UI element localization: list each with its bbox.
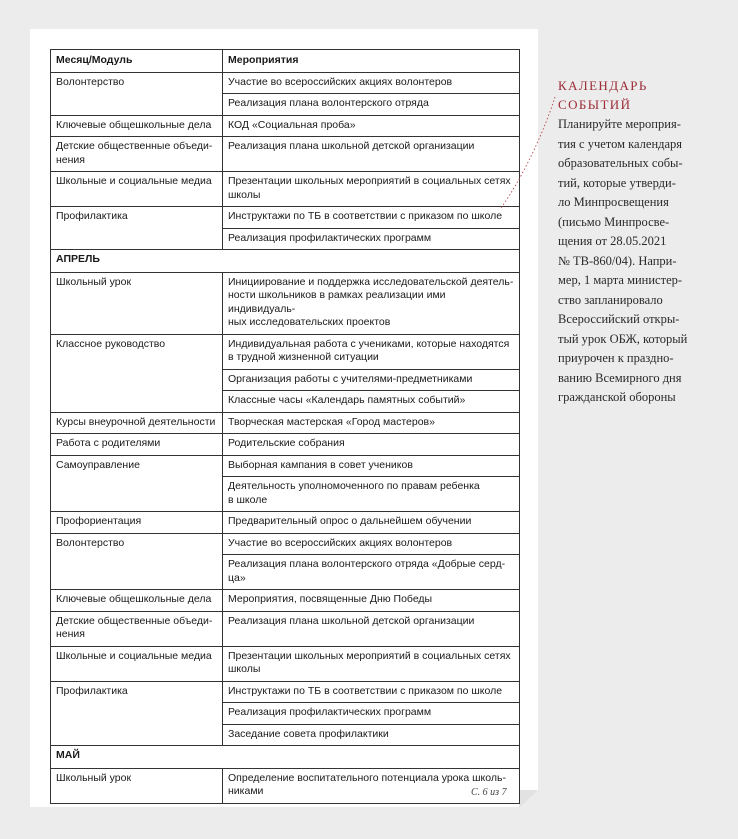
event-cell: Инструктажи по ТБ в соответствии с приказом по школе	[223, 207, 520, 229]
month-heading: АПРЕЛЬ	[51, 250, 520, 273]
event-cell: Классные часы «Календарь памятных событий»	[223, 391, 520, 413]
event-cell: Индивидуальная работа с учениками, которые находятся в трудной жизненной ситуации	[223, 334, 520, 369]
events-plan-table	[50, 49, 520, 804]
month-heading: МАЙ	[51, 746, 520, 769]
table-row	[51, 611, 520, 646]
event-cell: Реализация профилактических программ	[223, 228, 520, 250]
table-row	[51, 137, 520, 172]
table-row	[51, 272, 520, 334]
event-cell: Организация работы с учителями-предметниками	[223, 369, 520, 391]
module-cell: Волонтерство	[51, 533, 223, 590]
header-module: Месяц/Модуль	[51, 50, 223, 73]
event-cell: Реализация плана школьной детской организации	[223, 611, 520, 646]
module-cell: Профилактика	[51, 681, 223, 746]
table-row	[51, 172, 520, 207]
table-row	[51, 646, 520, 681]
module-cell: Профилактика	[51, 207, 223, 250]
event-cell: Деятельность уполномоченного по правам ребенка в школе	[223, 477, 520, 512]
sidebar-note	[558, 76, 733, 408]
month-row	[51, 250, 520, 273]
event-cell: Участие во всероссийских акциях волонтеров	[223, 72, 520, 94]
event-cell: Родительские собрания	[223, 434, 520, 456]
page-number: С. 6 из 7	[471, 787, 507, 798]
table-row	[51, 334, 520, 369]
table-row	[51, 512, 520, 534]
module-cell: Детские общественные объеди- нения	[51, 137, 223, 172]
event-cell: КОД «Социальная проба»	[223, 115, 520, 137]
module-cell: Ключевые общешкольные дела	[51, 590, 223, 612]
callout-leader-line	[499, 95, 559, 210]
sidebar-text: Планируйте мероприя- тия с учетом календаря образовательных собы- тий, которые утверди- ло Минпросвещения (письмо Минпросве- щения от 28.05.2021 № ТВ-860/04). Напри- мер, 1 марта министер- ство запланировало Всероссийский откры- тый урок ОБЖ, который приурочен к праздно- ванию Всемирного дня гражданской обороны	[558, 117, 688, 404]
event-cell: Творческая мастерская «Город мастеров»	[223, 412, 520, 434]
table-row	[51, 590, 520, 612]
month-row	[51, 746, 520, 769]
table-row	[51, 434, 520, 456]
header-events: Мероприятия	[223, 50, 520, 73]
page-corner-fold	[519, 790, 538, 808]
module-cell: Волонтерство	[51, 72, 223, 115]
module-cell: Школьный урок	[51, 272, 223, 334]
module-cell: Курсы внеурочной деятельности	[51, 412, 223, 434]
module-cell: Школьные и социальные медиа	[51, 172, 223, 207]
event-cell: Определение воспитательного потенциала урока школь- никами	[223, 768, 520, 803]
event-cell: Реализация профилактических программ	[223, 703, 520, 725]
module-cell: Работа с родителями	[51, 434, 223, 456]
event-cell: Презентации школьных мероприятий в социальных сетях школы	[223, 646, 520, 681]
table-row	[51, 533, 520, 555]
module-cell: Классное руководство	[51, 334, 223, 412]
event-cell: Презентации школьных мероприятий в социальных сетях школы	[223, 172, 520, 207]
table-body	[51, 72, 520, 803]
table-row	[51, 681, 520, 703]
table-row	[51, 768, 520, 803]
module-cell: Ключевые общешкольные дела	[51, 115, 223, 137]
event-cell: Предварительный опрос о дальнейшем обучении	[223, 512, 520, 534]
module-cell: Школьные и социальные медиа	[51, 646, 223, 681]
event-cell: Реализация плана школьной детской организации	[223, 137, 520, 172]
event-cell: Мероприятия, посвященные Дню Победы	[223, 590, 520, 612]
module-cell: Школьный урок	[51, 768, 223, 803]
event-cell: Реализация плана волонтерского отряда	[223, 94, 520, 116]
module-cell: Детские общественные объеди- нения	[51, 611, 223, 646]
table-row	[51, 115, 520, 137]
table-header-row	[51, 50, 520, 73]
table-row	[51, 455, 520, 477]
event-cell: Реализация плана волонтерского отряда «Добрые серд- ца»	[223, 555, 520, 590]
event-cell: Инструктажи по ТБ в соответствии с приказом по школе	[223, 681, 520, 703]
table-row	[51, 412, 520, 434]
module-cell: Самоуправление	[51, 455, 223, 512]
module-cell: Профориентация	[51, 512, 223, 534]
event-cell: Выборная кампания в совет учеников	[223, 455, 520, 477]
event-cell: Участие во всероссийских акциях волонтеров	[223, 533, 520, 555]
sidebar-title: КАЛЕНДАРЬ СОБЫТИЙ	[558, 78, 648, 112]
event-cell: Инициирование и поддержка исследовательской деятель- ности школьников в рамках реализации ими индивидуаль- ных исследовательских проектов	[223, 272, 520, 334]
table-row	[51, 207, 520, 229]
event-cell: Заседание совета профилактики	[223, 724, 520, 746]
table-row	[51, 72, 520, 94]
